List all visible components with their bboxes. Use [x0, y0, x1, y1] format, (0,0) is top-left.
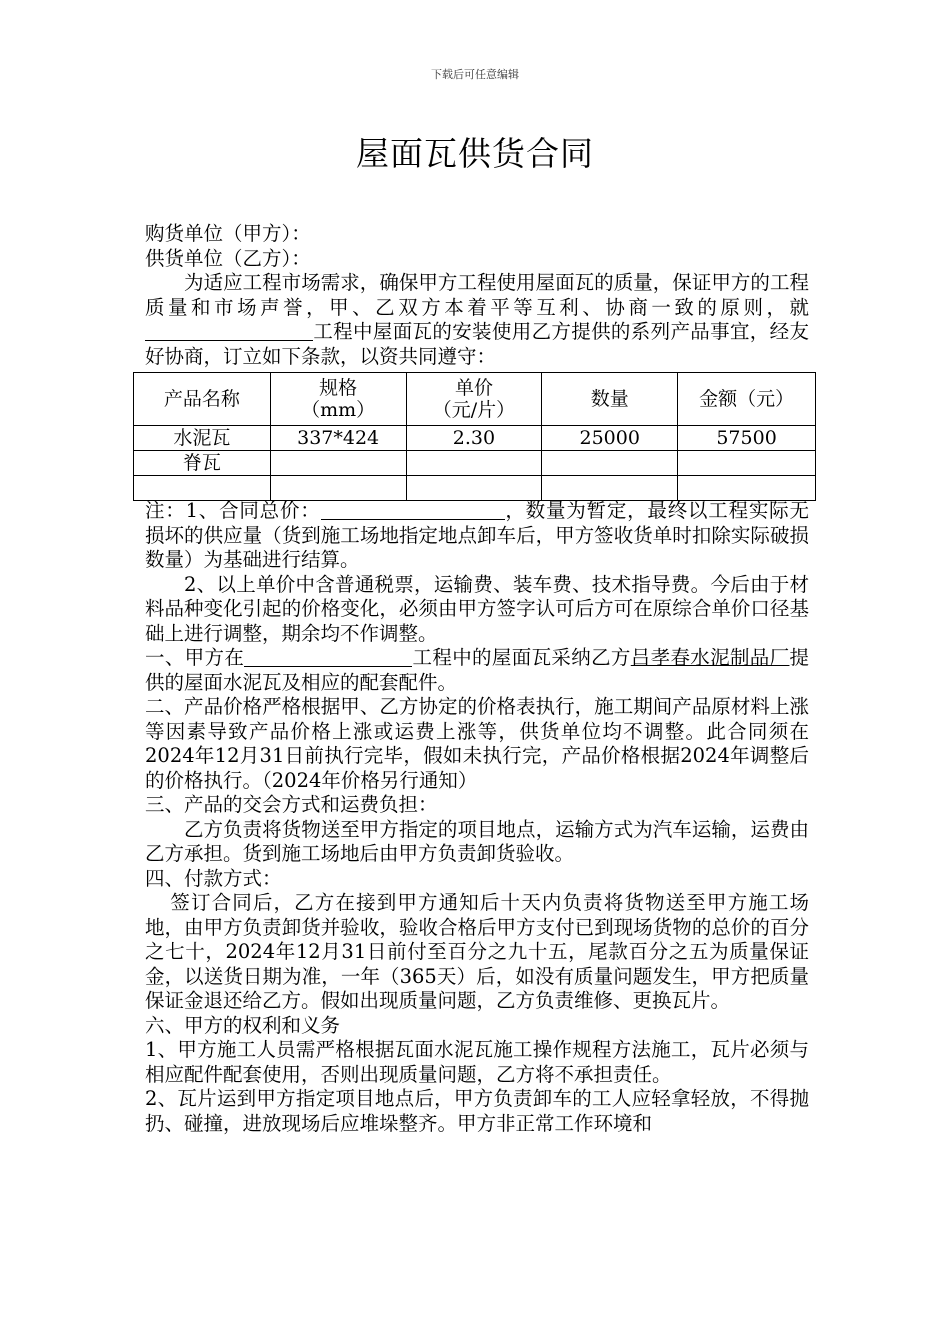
clause-4-title: 四、付款方式：: [145, 866, 282, 890]
header-spec: [270, 373, 406, 426]
header-unit-price: [406, 373, 542, 426]
cell-spec: [270, 476, 406, 501]
cell-spec: [270, 451, 406, 476]
seller-line: 供货单位（乙方）：: [145, 246, 311, 270]
clause-1: [145, 646, 809, 695]
clause-6-item-2: 2、瓦片运到甲方指定项目地点后，甲方负责卸车的工人应轻拿轻放，不得抛扔、碰撞，进放现场后应堆垛整齐。甲方非正常工作环境和: [145, 1087, 809, 1135]
supplier-company-name: 吕孝春水泥制品厂: [630, 646, 790, 669]
header-price-line1: 单价: [454, 377, 493, 399]
table-row: [134, 451, 816, 476]
buyer-line: 购货单位（甲方）：: [145, 222, 311, 245]
header-product-name: 产品名称: [134, 373, 271, 426]
cell-qty: 25000: [542, 426, 678, 451]
table-row: [134, 426, 816, 451]
cell-spec: 337*424: [270, 426, 406, 451]
clause-4-body: 签订合同后，乙方在接到甲方通知后十天内负责将货物送至甲方施工场地，由甲方负责卸货并验收，验收合格后甲方支付已到现场货物的总价的百分之七十，2024年12月31日前付至百分之九十五，尾款百分之五为质量保证金，以送货日期为准，一年（365天）后，如没有质量问题发生，甲方把质量保证金退还给乙方。假如出现质量问题，乙方负责维修、更换瓦片。: [145, 891, 809, 1012]
clause-1-text-c: 提供的屋面水泥瓦及相应的配套配件。: [145, 646, 809, 694]
intro-text-2: 工程中屋面瓦的安装使用乙方提供的系列产品事宜，经友好协商，订立如下条款，以资共同遵守：: [145, 320, 809, 368]
cell-amount: [678, 476, 816, 501]
header-spec-line1: 规格: [319, 377, 358, 399]
cell-qty: [542, 451, 678, 476]
cell-qty: [542, 476, 678, 501]
header-spec-line2: （mm）: [301, 399, 376, 421]
document-title: 屋面瓦供货合同: [356, 134, 594, 173]
header-price-line2: （元/片）: [432, 399, 516, 421]
cell-amount: 57500: [678, 426, 816, 451]
cell-price: [406, 476, 542, 501]
header-amount: 金额（元）: [678, 373, 816, 426]
clause-2: 二、产品价格严格根据甲、乙方协定的价格表执行，施工期间产品原材料上涨等因素导致产品价格上涨或运费上涨等，供货单位均不调整。此合同须在2024年12月31日前执行完毕，假如未执行完，产品价格根据2024年调整后的价格执行。（2024年价格另行通知）: [145, 695, 809, 792]
contract-body: [145, 222, 809, 1136]
note-1-text-b: ，数量为暂定，最终以工程实际无损坏的供应量（货到施工场地指定地点卸车后，甲方签收货单时扣除实际破损数量）为基础进行结算。: [145, 499, 809, 571]
project-name-blank[interactable]: [145, 320, 313, 341]
note-2: 2、以上单价中含普通税票，运输费、装车费、技术指导费。今后由于材料品种变化引起的价格变化，必须由甲方签字认可后方可在原综合单价口径基础上进行调整，期余均不作调整。: [145, 572, 809, 645]
header-quantity: 数量: [542, 373, 678, 426]
clause-1-project-blank[interactable]: [244, 646, 412, 667]
clause-3-title: 三、产品的交会方式和运费负担：: [145, 793, 438, 816]
note-1: [145, 499, 809, 573]
clause-3-body: 乙方负责将货物送至甲方指定的项目地点，运输方式为汽车运输，运费由乙方承担。货到施工场地后由甲方负责卸货验收。: [145, 817, 809, 865]
cell-amount: [678, 451, 816, 476]
clause-6-title: 六、甲方的权利和义务: [145, 1013, 341, 1037]
intro-text-1: 为适应工程市场需求，确保甲方工程使用屋面瓦的质量，保证甲方的工程质量和市场声誉，甲、乙双方本着平等互利、协商一致的原则，就: [145, 271, 809, 319]
note-1-text-a: 注：1、合同总价：: [145, 499, 321, 522]
total-price-blank[interactable]: [321, 499, 505, 520]
clause-1-text-b: 工程中的屋面瓦采纳乙方: [412, 646, 631, 669]
cell-name: 水泥瓦: [134, 426, 271, 451]
cell-name: 脊瓦: [134, 451, 271, 476]
cell-price: 2.30: [406, 426, 542, 451]
header-note: 下载后可任意编辑: [431, 68, 519, 81]
goods-table: [133, 372, 816, 501]
cell-name: [134, 476, 271, 501]
table-header-row: [134, 373, 816, 426]
clause-1-text-a: 一、甲方在: [145, 646, 245, 669]
table-row: [134, 476, 816, 501]
cell-price: [406, 451, 542, 476]
intro-paragraph: [145, 271, 809, 369]
clause-6-item-1: 1、甲方施工人员需严格根据瓦面水泥瓦施工操作规程方法施工，瓦片必须与相应配件配套使用，否则出现质量问题，乙方将不承担责任。: [145, 1038, 809, 1086]
